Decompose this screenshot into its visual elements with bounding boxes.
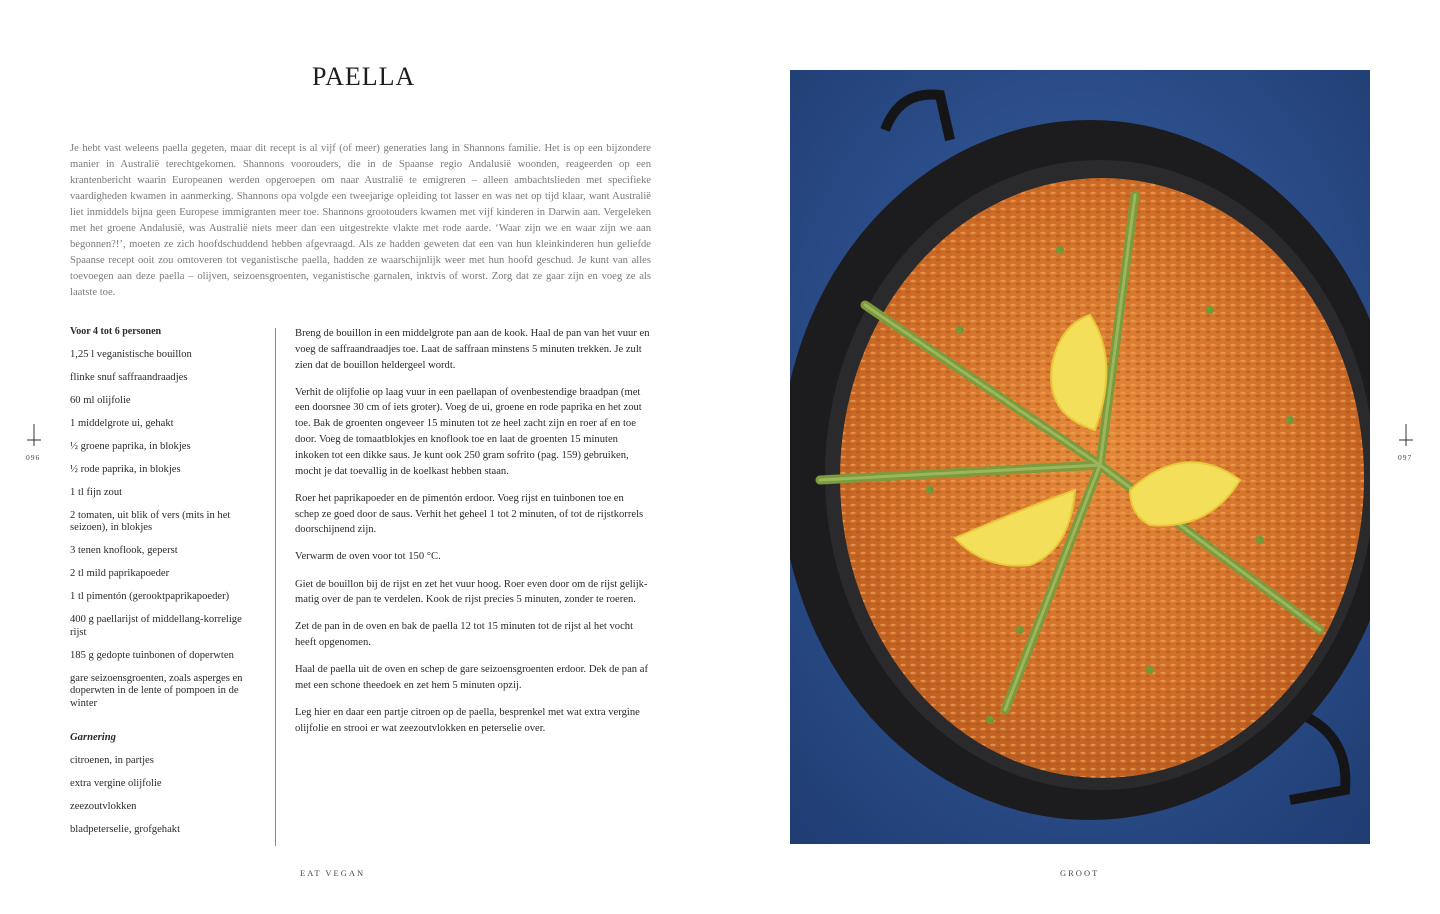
ingredient-item: flinke snuf saffraandraadjes: [70, 371, 188, 383]
page-number-left: 096: [26, 453, 41, 462]
method-step: Verwarm de oven voor tot 150 °C.: [295, 551, 441, 563]
method-step: Breng de bouillon in een middelgrote pan aan de kook. Haal de pan van het vuur en voeg de saffraandraadjes toe. Laat de saffraan minstens 5 minuten trekken. Je zult zien dat de bouillon heldergeel wordt.: [295, 328, 650, 371]
recipe-intro: Je hebt vast weleens paella gegeten, maar dit recept is al vijf (of meer) generaties lang in Shannons familie. Het is op een bijzondere manier in Australië terechtgekomen. Shannons voorouders, die in de Spaanse regio Andalusië woonden, reageerden op een krantenbericht waarin Europeanen werden opgeroepen om naar Australië te emigreren – alleen ambachtslieden met specifieke vaardigheden kwamen in aanmerking. Shannons opa volgde een tweejarige opleiding tot lasser en was net op tijd klaar, want Australië liet inmiddels bijna geen Europese immigranten meer toe. Shannons grootouders kwamen met vijf kinderen in Darwin aan. Vergeleken met het groene Andalusië, was Australië niets meer dan een uitgestrekte vlakte met rode aarde. ‘Waar zijn we en waar zijn we aan begonnen?!’, moeten ze zich hoofdschuddend hebben afgevraagd. Als ze hadden geweten dat een van hun kleinkinderen hun geliefde Spaanse recept ooit zou omtoveren tot veganistische paella, hadden ze waarschijnlijk weer met hun hoofd geschud. Je kunt van alles toevoegen aan deze paella – olijven, seizoensgroenten, veganistische garnalen, inktvis of worst. Zorg dat ze gaar zijn en voeg ze als laatste toe.: [70, 143, 651, 298]
ingredient-item: 3 tenen knoflook, geperst: [70, 545, 178, 556]
garnish-item: citroenen, in partjes: [70, 755, 154, 766]
ingredient-item: 2 tl mild paprikapoeder: [70, 568, 170, 579]
ingredient-item: 1 tl fijn zout: [70, 486, 123, 498]
garnish-item: zeezoutvlokken: [70, 801, 137, 812]
ingredient-item: 1,25 l veganistische bouillon: [70, 348, 192, 360]
method-step: Verhit de olijfolie op laag vuur in een paellapan of ovenbestendige braadpan (met een doorsnee 30 cm of iets groter). Voeg de ui, groene en rode paprika en het zout toe. Bak de groenten ongeveer 15 minuten tot ze heel zacht zijn en roer af en toe door. Voeg de tomaatblokjes en knoflook toe en laat de groenten 15 minuten inkoken tot een dikke saus. Je kunt ook 250 gram sofrito (pag. 159) gebruiken, mocht je dat toevallig in de koelkast hebben staan.: [295, 386, 642, 477]
method-step: Zet de pan in de oven en bak de paella 12 tot 15 minuten tot de rijst al het vocht heeft opgenomen.: [295, 621, 634, 649]
page-number-right: 097: [1398, 453, 1413, 462]
ingredient-item: 1 tl pimentón (gerooktpaprikapoeder): [70, 591, 230, 602]
ingredient-item: 2 tomaten, uit blik of vers (mits in het seizoen), in blokjes: [70, 509, 231, 533]
ingredient-list: [70, 326, 260, 847]
running-footer-chapter: GROOT: [1060, 868, 1100, 878]
ingredient-item: gare seizoensgroenten, zoals asperges en doperwten in de lente of pompoen in de winter: [70, 672, 243, 709]
running-footer-book: EAT VEGAN: [300, 868, 366, 878]
crop-mark-icon: [1399, 424, 1413, 446]
method-step: Haal de paella uit de oven en schep de gare seizoensgroenten erdoor. Dek de pan af met een schone theedoek en zet hem 5 minuten opzij.: [295, 664, 648, 692]
garnish-heading: Garnering: [70, 732, 116, 743]
method-step: Giet de bouillon bij de rijst en zet het vuur hoog. Roer even door om de rijst gelijk-matig over de pan te verdelen. Kook de rijst precies 5 minuten, zonder te roeren.: [295, 578, 648, 606]
ingredient-item: 185 g gedopte tuinbonen of doperwten: [70, 649, 234, 661]
ingredient-item: 1 middelgrote ui, gehakt: [70, 417, 174, 429]
servings-label: Voor 4 tot 6 personen: [70, 326, 162, 337]
recipe-title: PAELLA: [312, 62, 416, 91]
paella-pan-photo: [790, 70, 1370, 844]
garnish-item: bladpeterselie, grofgehakt: [70, 824, 181, 835]
method-step: Leg hier en daar een partje citroen op de paella, besprenkel met wat extra vergine olijfolie en strooi er wat zeezoutvlokken en peterselie over.: [295, 707, 640, 735]
method-steps: [295, 326, 650, 748]
ingredient-item: 60 ml olijfolie: [70, 394, 131, 406]
ingredient-item: 400 g paellarijst of middellang-korrelige rijst: [70, 614, 242, 638]
ingredient-item: ½ groene paprika, in blokjes: [70, 440, 191, 452]
method-step: Roer het paprikapoeder en de pimentón erdoor. Voeg rijst en tuinbonen toe en schep ze goed door de saus. Verhit het geheel 1 tot 2 minuten, of tot de rijstkorrels doorschijnend zijn.: [295, 492, 644, 536]
crop-mark-icon: [27, 424, 41, 446]
garnish-item: extra vergine olijfolie: [70, 778, 162, 789]
ingredient-item: ½ rode paprika, in blokjes: [70, 463, 181, 475]
column-divider: [275, 328, 276, 846]
